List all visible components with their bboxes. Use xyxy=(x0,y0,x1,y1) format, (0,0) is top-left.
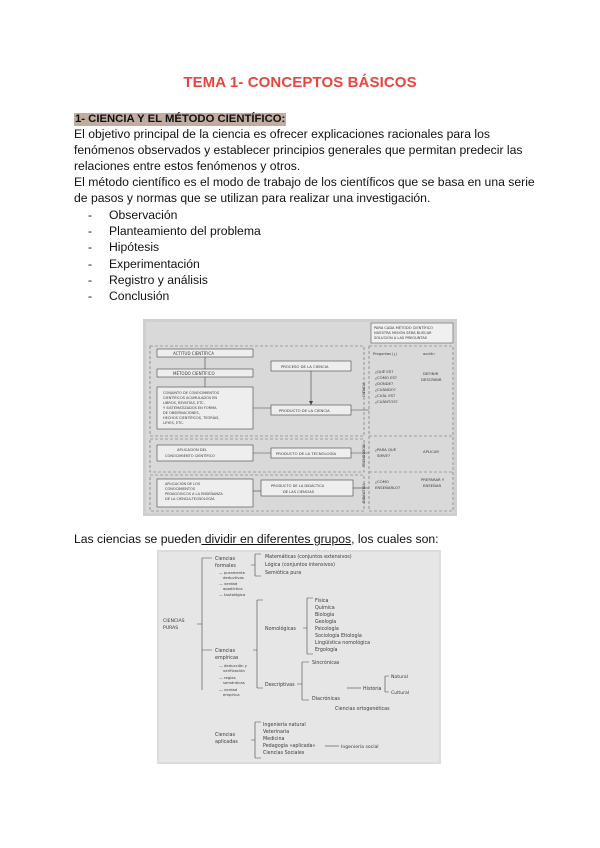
svg-text:Ingeniería natural: Ingeniería natural xyxy=(263,723,306,728)
svg-text:semánticas: semánticas xyxy=(223,680,245,685)
svg-text:ENSEÑAR: ENSEÑAR xyxy=(423,483,442,488)
svg-text:— reglas: — reglas xyxy=(219,675,236,680)
svg-text:Ciencias: Ciencias xyxy=(215,733,236,738)
svg-text:Historia: Historia xyxy=(363,687,382,692)
figure-caption: Las ciencias se pueden dividir en diferentes grupos, los cuales son: xyxy=(74,532,439,546)
svg-text:Geología: Geología xyxy=(315,620,337,625)
svg-text:SOLUCIÓN A LAS PREGUNTAS: SOLUCIÓN A LAS PREGUNTAS xyxy=(374,336,428,340)
svg-text:¿PARA QUÉ: ¿PARA QUÉ xyxy=(375,447,397,452)
svg-text:APLICACIÓN DE LOS: APLICACIÓN DE LOS xyxy=(165,482,201,486)
svg-text:Medicina: Medicina xyxy=(263,737,285,742)
svg-text:PROCESO DE LA CIENCIA: PROCESO DE LA CIENCIA xyxy=(281,364,329,369)
svg-text:— verdad: — verdad xyxy=(219,687,238,692)
svg-text:¿CUÁL ES?: ¿CUÁL ES? xyxy=(375,393,396,398)
list-marker: - xyxy=(88,240,93,255)
svg-text:empírica: empírica xyxy=(223,692,240,697)
svg-text:ENSEÑARLO?: ENSEÑARLO? xyxy=(375,485,401,490)
svg-text:CONJUNTO DE CONOCIMIENTOS: CONJUNTO DE CONOCIMIENTOS xyxy=(163,391,220,395)
svg-text:DEFINIR: DEFINIR xyxy=(423,371,439,376)
svg-text:deductivas: deductivas xyxy=(223,575,244,580)
svg-text:Ergología: Ergología xyxy=(315,648,338,653)
svg-text:¿CÓMO: ¿CÓMO xyxy=(375,479,389,484)
svg-text:Cultural: Cultural xyxy=(391,691,410,696)
list-marker: - xyxy=(88,272,93,287)
svg-text:¿DÓNDE?: ¿DÓNDE? xyxy=(375,381,394,386)
svg-text:Pedagogía «aplicada»: Pedagogía «aplicada» xyxy=(263,744,316,749)
svg-text:Nomológicas: Nomológicas xyxy=(265,627,296,632)
svg-text:APLICACIÓN DEL: APLICACIÓN DEL xyxy=(177,448,207,452)
svg-text:PEDAGÓGICOS A LA ENSEÑANZA: PEDAGÓGICOS A LA ENSEÑANZA xyxy=(165,492,223,496)
svg-text:¿CÓMO ES?: ¿CÓMO ES? xyxy=(375,375,397,380)
svg-text:Física: Física xyxy=(315,599,329,604)
svg-text:Ciencias Sociales: Ciencias Sociales xyxy=(263,751,305,756)
list-marker: - xyxy=(88,208,93,222)
svg-text:— verdad: — verdad xyxy=(219,581,238,586)
svg-text:PREPARAR Y: PREPARAR Y xyxy=(421,477,445,482)
svg-text:CIENCIA: CIENCIA xyxy=(362,382,366,397)
svg-text:PARA CADA MÉTODO CIENTÍFICO: PARA CADA MÉTODO CIENTÍFICO xyxy=(374,326,434,330)
svg-text:DE LA CIENCIA-TECNOLOGÍA: DE LA CIENCIA-TECNOLOGÍA xyxy=(165,497,215,501)
svg-text:Matemáticas (conjuntos extensi: Matemáticas (conjuntos extensivos) xyxy=(265,555,352,560)
svg-text:¿CUÁNTOS?: ¿CUÁNTOS? xyxy=(375,399,398,404)
svg-text:CIENCIAS: CIENCIAS xyxy=(163,619,185,624)
paragraph-objective: El objetivo principal de la ciencia es ofrecer explicaciones racionales para los fenómenos observados y establecer principios generales que permitan predecir las relaciones entre estos fenómenos y otros. xyxy=(74,127,523,173)
svg-text:MÉTODO CIENTÍFICO: MÉTODO CIENTÍFICO xyxy=(173,371,215,376)
svg-text:Ciencias ortogenéticas: Ciencias ortogenéticas xyxy=(335,707,390,712)
svg-text:formales: formales xyxy=(215,564,236,569)
svg-text:Lingüística nomológica: Lingüística nomológica xyxy=(315,641,371,646)
svg-text:DIDÁCTICA: DIDÁCTICA xyxy=(362,483,366,503)
svg-text:Psicología: Psicología xyxy=(315,627,339,632)
paragraph-method: El método científico es el modo de trabajo de los científicos que se basa en una serie de pasos y normas que se utilizan para realizar una investigación. xyxy=(74,175,535,205)
list-marker: - xyxy=(88,224,93,239)
svg-text:Sociología Etiología: Sociología Etiología xyxy=(315,634,362,639)
svg-text:CIENTÍFICOS ACUMULADOS EN: CIENTÍFICOS ACUMULADOS EN xyxy=(163,396,218,400)
svg-text:Ciencias: Ciencias xyxy=(215,649,236,654)
svg-text:APLICAR: APLICAR xyxy=(423,449,440,454)
svg-text:CONOCIMIENTOS: CONOCIMIENTOS xyxy=(165,487,196,491)
svg-text:acción: acción xyxy=(423,352,435,356)
svg-text:CONOCIMIENTO CIENTÍFICO: CONOCIMIENTO CIENTÍFICO xyxy=(165,454,215,458)
body-text xyxy=(74,126,544,206)
svg-text:NUESTRA MISIÓN SERÁ BUSCAR: NUESTRA MISIÓN SERÁ BUSCAR xyxy=(374,331,432,335)
svg-text:Diacrónicas: Diacrónicas xyxy=(312,697,340,702)
svg-text:apodíctica: apodíctica xyxy=(223,586,243,591)
svg-text:PRODUCTO DE LA DIDÁCTICA: PRODUCTO DE LA DIDÁCTICA xyxy=(271,484,325,488)
svg-text:Semiótica pura: Semiótica pura xyxy=(265,571,302,576)
svg-text:PRODUCTO DE LA CIENCIA: PRODUCTO DE LA CIENCIA xyxy=(279,408,330,413)
svg-text:LIBROS, REVISTAS, ETC.: LIBROS, REVISTAS, ETC. xyxy=(163,401,205,405)
svg-text:TECNOLOGÍA: TECNOLOGÍA xyxy=(362,443,366,467)
section-heading: 1- CIENCIA Y EL MÉTODO CIENTÍFICO: xyxy=(75,113,286,125)
svg-text:¿QUÉ ES?: ¿QUÉ ES? xyxy=(375,369,394,374)
svg-text:verificación: verificación xyxy=(223,668,245,673)
svg-text:Natural: Natural xyxy=(391,675,408,680)
svg-text:aplicadas: aplicadas xyxy=(215,740,238,745)
svg-text:Veterinaria: Veterinaria xyxy=(263,730,290,735)
svg-text:Descriptivas: Descriptivas xyxy=(265,683,295,688)
svg-text:— puramente: — puramente xyxy=(219,570,245,575)
svg-text:HECHOS CIENTÍFICOS, TEORÍAS,: HECHOS CIENTÍFICOS, TEORÍAS, xyxy=(163,416,220,420)
svg-text:DE OBSERVACIONES,: DE OBSERVACIONES, xyxy=(163,411,200,415)
svg-text:Lógica (conjuntos intensiv: Lógica (conjuntos intensivos) xyxy=(265,563,335,568)
list-marker: - xyxy=(88,288,93,303)
svg-text:Sincrónicas: Sincrónicas xyxy=(312,661,340,666)
science-classification-diagram xyxy=(157,550,441,764)
svg-text:SIRVE?: SIRVE? xyxy=(377,453,390,458)
svg-text:DE LAS CIENCIAS: DE LAS CIENCIAS xyxy=(283,490,314,494)
svg-text:ACTITUD CIENTÍFICA: ACTITUD CIENTÍFICA xyxy=(173,351,214,356)
scientific-method-diagram xyxy=(143,319,457,516)
svg-text:Preguntas (¿): Preguntas (¿) xyxy=(373,352,397,356)
svg-text:Y SISTEMATIZADOS EN FORMA: Y SISTEMATIZADOS EN FORMA xyxy=(163,406,217,410)
svg-text:Ingeniería social: Ingeniería social xyxy=(341,745,379,750)
svg-text:DESCRIBIR: DESCRIBIR xyxy=(421,377,442,382)
svg-text:Ciencias: Ciencias xyxy=(215,557,236,562)
svg-text:— tautológica: — tautológica xyxy=(219,592,246,597)
list-marker: - xyxy=(88,256,93,271)
svg-text:¿CUÁNDO?: ¿CUÁNDO? xyxy=(375,387,396,392)
svg-text:PRODUCTO DE LA TECNOLOGÍA: PRODUCTO DE LA TECNOLOGÍA xyxy=(276,451,337,456)
svg-text:LEYES, ETC.: LEYES, ETC. xyxy=(163,421,184,425)
svg-text:Biología: Biología xyxy=(315,613,335,618)
svg-text:— deducción y: — deducción y xyxy=(219,663,247,668)
svg-text:PURAS: PURAS xyxy=(163,626,179,631)
svg-text:empíricas: empíricas xyxy=(215,656,239,661)
svg-text:Química: Química xyxy=(315,606,335,611)
page-title: TEMA 1- CONCEPTOS BÁSICOS xyxy=(183,74,417,91)
